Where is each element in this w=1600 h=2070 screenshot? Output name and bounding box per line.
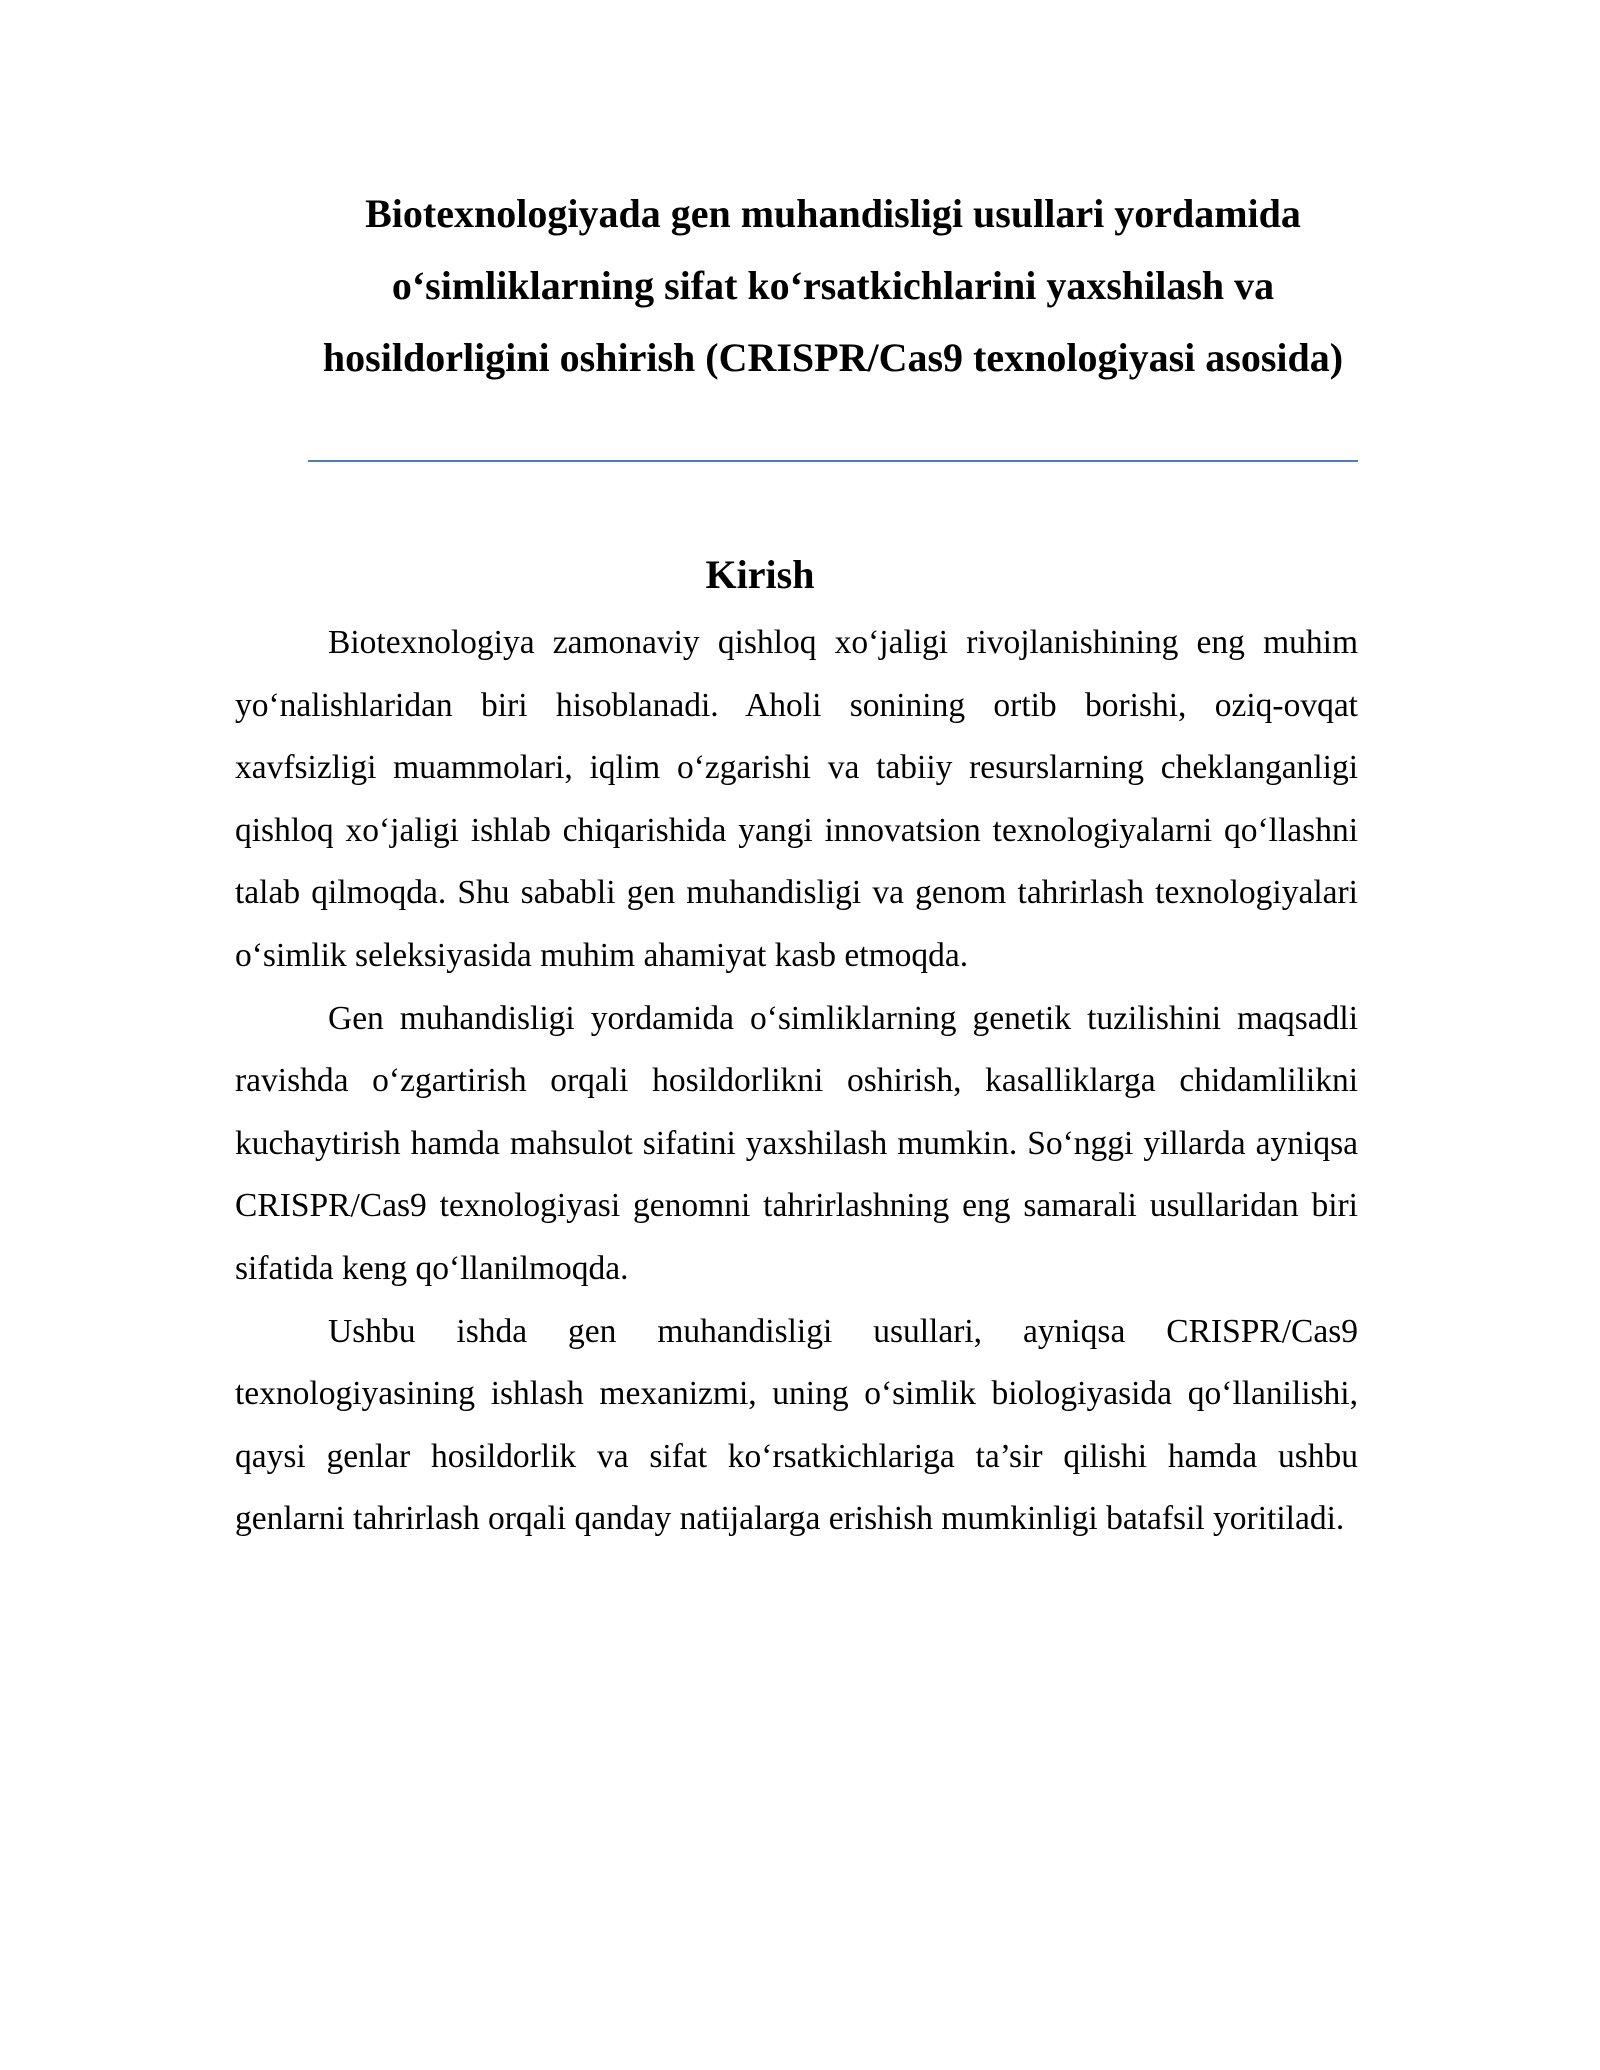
document-title: Biotexnologiyada gen muhandisligi usullari yordamida o‘simliklarning sifat ko‘rsatkichlarini yaxshilash va hosildorligini oshirish (CRISPR/Cas9 texnologiyasi asosida): [322, 191, 1344, 380]
paragraph-1: Biotexnologiya zamonaviy qishloq xo‘jaligi rivojlanishining eng muhim yo‘nalishlaridan biri hisoblanadi. Aholi sonining ortib borishi, oziq-ovqat xavfsizligi muammolari, iqlim o‘zgarishi va tabiiy resurslarning cheklanganligi qishloq xo‘jaligi ishlab chiqarishida yangi innovatsion texnologiyalarni qo‘llashni talab qilmoqda. Shu sababli gen muhandisligi va genom tahrirlash texnologiyalari o‘simlik seleksiyasida muhim ahamiyat kasb etmoqda.: [235, 624, 1358, 974]
body-text: [235, 612, 1358, 1551]
paragraph-2: Gen muhandisligi yordamida o‘simliklarning genetik tuzilishini maqsadli ravishda o‘zgartirish orqali hosildorlikni oshirish, kasalliklarga chidamlilikni kuchaytirish hamda mahsulot sifatini yaxshilash mumkin. So‘nggi yillarda ayniqsa CRISPR/Cas9 texnologiyasi genomni tahrirlashning eng samarali usullaridan biri sifatida keng qo‘llanilmoqda.: [235, 999, 1358, 1287]
title-block: [308, 178, 1358, 394]
title-underline-rule: [308, 460, 1358, 462]
section-heading: Kirish: [705, 552, 815, 597]
paragraph-3: Ushbu ishda gen muhandisligi usullari, ayniqsa CRISPR/Cas9 texnologiyasining ishlash mexanizmi, uning o‘simlik biologiyasida qo‘llanilishi, qaysi genlar hosildorlik va sifat ko‘rsatkichlariga ta’sir qilishi hamda ushbu genlarni tahrirlash orqali qanday natijalarga erishish mumkinligi batafsil yoritiladi.: [235, 1312, 1358, 1538]
